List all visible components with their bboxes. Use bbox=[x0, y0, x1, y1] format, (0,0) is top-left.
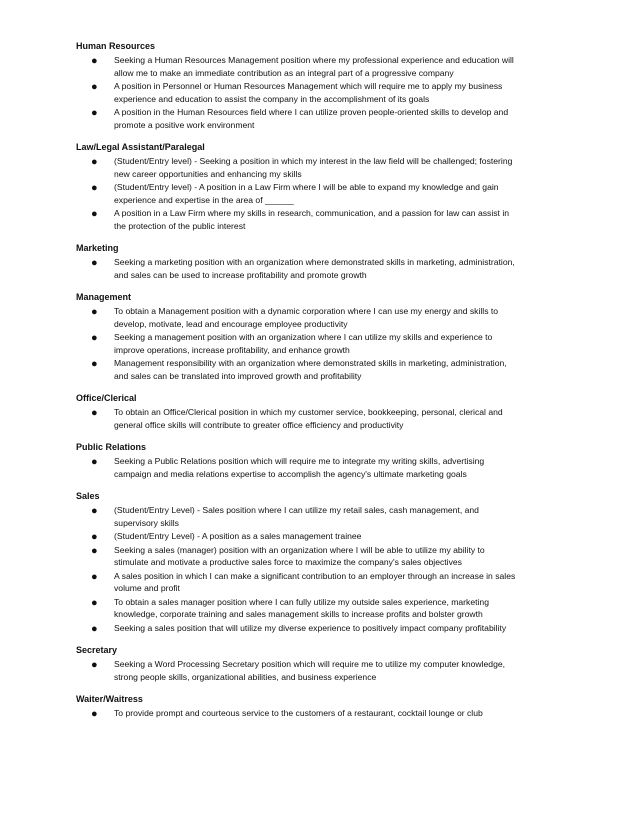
list-item bbox=[76, 155, 604, 180]
bullet-icon: ● bbox=[91, 306, 98, 318]
list-item bbox=[76, 181, 604, 206]
list-item bbox=[76, 357, 604, 382]
list-item bbox=[76, 106, 604, 131]
item-text-line: and sales can be translated into improved growth and profitability bbox=[114, 370, 362, 381]
list-item bbox=[76, 544, 604, 569]
item-text-line: A position in a Law Firm where my skills in research, communication, and a passion for law can assist in bbox=[114, 208, 510, 218]
bullet-icon: ● bbox=[91, 622, 98, 635]
item-text-line: campaign and media relations expertise to accomplish the agency's ultimate marketing goals bbox=[114, 468, 467, 479]
objective-section bbox=[76, 490, 598, 634]
item-text-line: To obtain an Office/Clerical position in which my customer service, bookkeeping, personal, clerical and bbox=[114, 407, 503, 417]
list-item bbox=[76, 305, 604, 330]
bullet-icon: ● bbox=[91, 81, 98, 93]
item-text-line: (Student/Entry level) - A position in a Law Firm where I will be able to expand my knowledge and gain bbox=[114, 182, 499, 192]
objective-list bbox=[76, 155, 598, 232]
objective-section bbox=[76, 40, 598, 131]
bullet-icon: ● bbox=[91, 257, 98, 269]
item-text-line: (Student/Entry level) - Seeking a position in which my interest in the law field will be challenged; fostering bbox=[114, 156, 513, 166]
item-text-line: Seeking a sales position that will utilize my diverse experience to positively impact company profitability bbox=[114, 622, 507, 633]
section-heading: Office/Clerical bbox=[76, 393, 137, 403]
list-item bbox=[76, 707, 604, 720]
list-item bbox=[76, 207, 604, 232]
objective-list bbox=[76, 305, 598, 382]
section-heading: Management bbox=[76, 292, 132, 302]
item-text-line: To obtain a sales manager position where I can fully utilize my outside sales experience, marketing bbox=[114, 596, 489, 607]
objective-section bbox=[76, 644, 598, 683]
section-heading: Marketing bbox=[76, 243, 119, 253]
item-text-line: To provide prompt and courteous service to the customers of a restaurant, cocktail lounge or club bbox=[114, 708, 483, 718]
objective-section bbox=[76, 392, 598, 431]
bullet-icon: ● bbox=[91, 182, 98, 194]
item-text-line: Seeking a management position with an organization where I can utilize my skills and experience to bbox=[114, 332, 493, 342]
item-text-line: A position in Personnel or Human Resources Management which will require me to apply my business bbox=[114, 81, 503, 91]
section-heading: Secretary bbox=[76, 645, 118, 655]
item-text-line: promote a positive work environment bbox=[114, 119, 255, 130]
bullet-icon: ● bbox=[91, 659, 98, 671]
objective-section bbox=[76, 441, 598, 480]
item-text-line: Seeking a sales (manager) position with an organization where I will be able to utilize my ability to bbox=[114, 544, 485, 555]
item-text-line: Management responsibility with an organization where demonstrated skills in marketing, administration, bbox=[114, 358, 507, 368]
bullet-icon: ● bbox=[91, 156, 98, 168]
section-heading: Law/Legal Assistant/Paralegal bbox=[76, 142, 205, 152]
list-item bbox=[76, 80, 604, 105]
item-text-line: (Student/Entry Level) - A position as a sales management trainee bbox=[114, 531, 362, 541]
list-item bbox=[76, 530, 604, 543]
section-heading: Waiter/Waitress bbox=[76, 694, 143, 704]
objective-list bbox=[76, 256, 598, 281]
bullet-icon: ● bbox=[91, 407, 98, 419]
item-text-line: (Student/Entry Level) - Sales position where I can utilize my retail sales, cash management, and bbox=[114, 505, 479, 515]
objective-section bbox=[76, 693, 598, 720]
objective-list bbox=[76, 658, 598, 683]
objective-list bbox=[76, 455, 598, 480]
list-item bbox=[76, 455, 604, 480]
item-text-line: volume and profit bbox=[114, 583, 180, 593]
list-item bbox=[76, 54, 604, 79]
item-text-line: allow me to make an immediate contribution as an integral part of a progressive company bbox=[114, 67, 454, 78]
item-text-line: new career opportunities and enhancing my skills bbox=[114, 168, 302, 179]
section-heading: Public Relations bbox=[76, 442, 147, 452]
list-item bbox=[76, 622, 604, 635]
item-text-line: supervisory skills bbox=[114, 517, 179, 528]
item-text-line: knowledge, corporate training and sales management skills to increase profits and bolster growth bbox=[114, 609, 483, 619]
list-item bbox=[76, 658, 604, 683]
item-text-line: Seeking a Human Resources Management position where my professional experience and education will bbox=[114, 55, 514, 65]
bullet-icon: ● bbox=[91, 570, 98, 583]
list-item bbox=[76, 570, 604, 595]
bullet-icon: ● bbox=[91, 208, 98, 220]
objective-list bbox=[76, 54, 598, 131]
objective-section bbox=[76, 141, 598, 232]
section-heading: Human Resources bbox=[76, 41, 156, 51]
item-text-line: general office skills will contribute to greater office efficiency and productivity bbox=[114, 419, 404, 430]
list-item bbox=[76, 331, 604, 356]
item-text-line: the protection of the public interest bbox=[114, 220, 246, 231]
item-text-line: experience and expertise in the area of ______ bbox=[114, 194, 294, 205]
objective-section bbox=[76, 291, 598, 382]
item-text-line: To obtain a Management position with a dynamic corporation where I can use my energy and skills to bbox=[114, 306, 499, 316]
section-heading: Sales bbox=[76, 491, 100, 501]
bullet-icon: ● bbox=[91, 596, 98, 609]
item-text-line: Seeking a marketing position with an organization where demonstrated skills in marketing, administration, bbox=[114, 257, 515, 267]
item-text-line: experience and education to assist the company in the accomplishment of its goals bbox=[114, 93, 430, 104]
bullet-icon: ● bbox=[91, 358, 98, 370]
bullet-icon: ● bbox=[91, 708, 98, 720]
item-text-line: Seeking a Public Relations position which will require me to integrate my writing skills, advertising bbox=[114, 456, 485, 466]
bullet-icon: ● bbox=[91, 544, 98, 557]
item-text-line: stimulate and motivate a productive sales force to maximize the company's sales objectives bbox=[114, 557, 462, 567]
list-item bbox=[76, 406, 604, 431]
item-text-line: strong people skills, organizational abilities, and business experience bbox=[114, 671, 377, 682]
list-item bbox=[76, 504, 604, 529]
bullet-icon: ● bbox=[91, 505, 98, 517]
bullet-icon: ● bbox=[91, 456, 98, 468]
bullet-icon: ● bbox=[91, 332, 98, 344]
item-text-line: improve operations, increase profitability, and enhance growth bbox=[114, 344, 350, 355]
objective-list bbox=[76, 707, 598, 720]
bullet-icon: ● bbox=[91, 55, 98, 67]
item-text-line: develop, motivate, lead and encourage employee productivity bbox=[114, 318, 348, 329]
item-text-line: and sales can be used to increase profitability and promote growth bbox=[114, 269, 367, 280]
bullet-icon: ● bbox=[91, 107, 98, 119]
objective-list bbox=[76, 504, 598, 634]
item-text-line: A sales position in which I can make a significant contribution to an employer through an increase in sales bbox=[114, 570, 516, 581]
item-text-line: A position in the Human Resources field where I can utilize proven people-oriented skills to develop and bbox=[114, 107, 509, 117]
list-item bbox=[76, 256, 604, 281]
bullet-icon: ● bbox=[91, 531, 98, 543]
item-text-line: Seeking a Word Processing Secretary position which will require me to utilize my computer knowledge, bbox=[114, 659, 506, 669]
list-item bbox=[76, 596, 604, 621]
objective-section bbox=[76, 242, 598, 281]
objective-list bbox=[76, 406, 598, 431]
